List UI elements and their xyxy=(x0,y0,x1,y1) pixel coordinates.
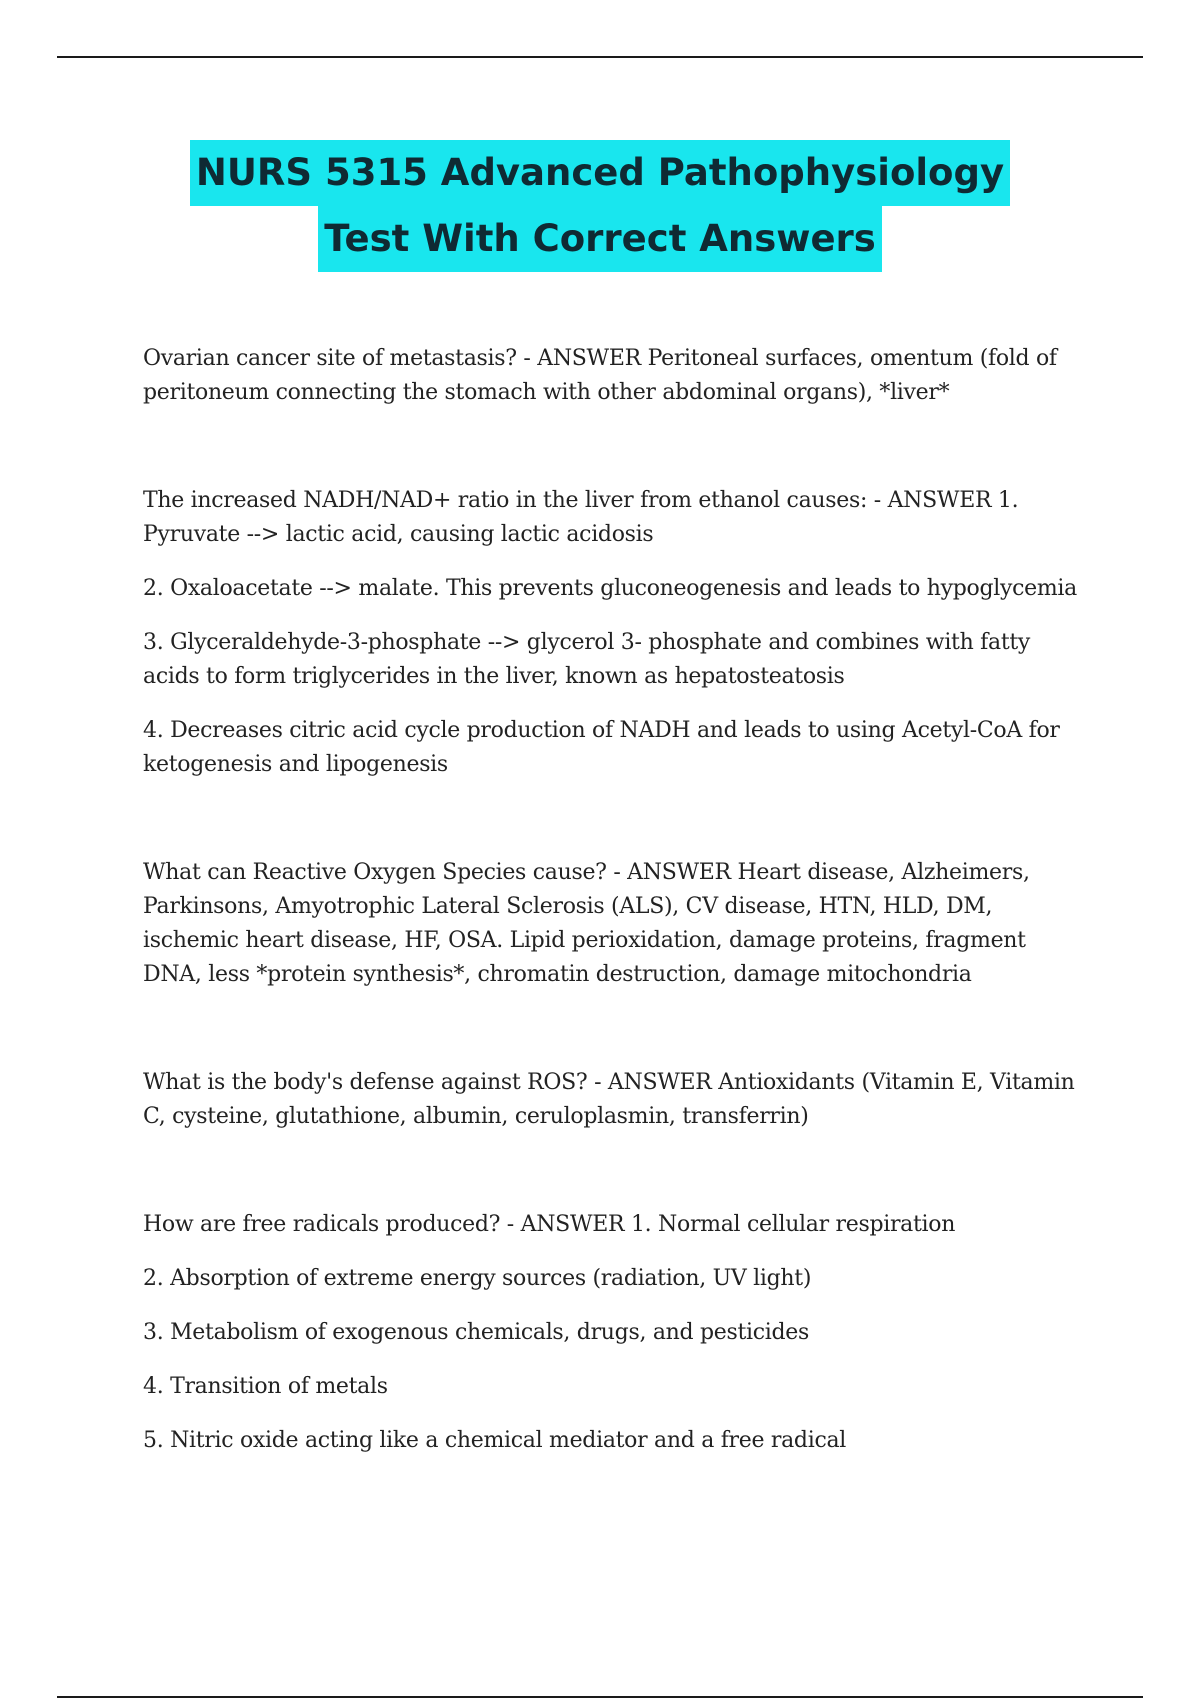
answer-item: 2. Oxaloacetate --> malate. This prevents gluconeogenesis and leads to hypoglycemia xyxy=(143,576,1077,601)
question-ros-defense: What is the body's defense against ROS? - ANSWER Antioxidants (Vitamin E, Vitamin C, cysteine, glutathione, albumin, ceruloplasmin, transferrin) xyxy=(143,1070,1075,1129)
question-free-radicals: How are free radicals produced? - ANSWER 1. Normal cellular respiration xyxy=(143,1212,956,1237)
answer-item: 4. Transition of metals xyxy=(143,1374,388,1399)
answer-item: 4. Decreases citric acid cycle production of NADH and leads to using Acetyl-CoA for ketogenesis and lipogenesis xyxy=(143,718,1060,777)
title-line-1: NURS 5315 Advanced Pathophysiology xyxy=(190,140,1010,206)
bottom-rule xyxy=(57,1696,1143,1698)
top-rule xyxy=(57,56,1143,58)
answer-item: 3. Metabolism of exogenous chemicals, drugs, and pesticides xyxy=(143,1320,810,1345)
answer-item: 5. Nitric oxide acting like a chemical mediator and a free radical xyxy=(143,1428,847,1453)
document-title xyxy=(0,140,1200,272)
question-reactive-oxygen-species: What can Reactive Oxygen Species cause? - ANSWER Heart disease, Alzheimers, Parkinsons, Amyotrophic Lateral Sclerosis (ALS), CV disease, HTN, HLD, DM, ischemic heart disease, HF, OSA. Lipid perioxidation, damage proteins, fragment DNA, less *protein synthesis*, chromatin destruction, damage mitochondria xyxy=(143,860,1030,987)
answer-item: 3. Glyceraldehyde-3-phosphate --> glycerol 3- phosphate and combines with fatty acids to form triglycerides in the liver, known as hepatosteatosis xyxy=(143,630,1031,689)
title-line-2: Test With Correct Answers xyxy=(318,206,882,272)
answer-item: 2. Absorption of extreme energy sources (radiation, UV light) xyxy=(143,1266,812,1291)
document-body xyxy=(143,342,1089,1458)
question-nadh-ratio: The increased NADH/NAD+ ratio in the liver from ethanol causes: - ANSWER 1. Pyruvate --> lactic acid, causing lactic acidosis xyxy=(143,488,1019,547)
question-ovarian-cancer: Ovarian cancer site of metastasis? - ANSWER Peritoneal surfaces, omentum (fold of peritoneum connecting the stomach with other abdominal organs), *liver* xyxy=(143,346,1057,405)
